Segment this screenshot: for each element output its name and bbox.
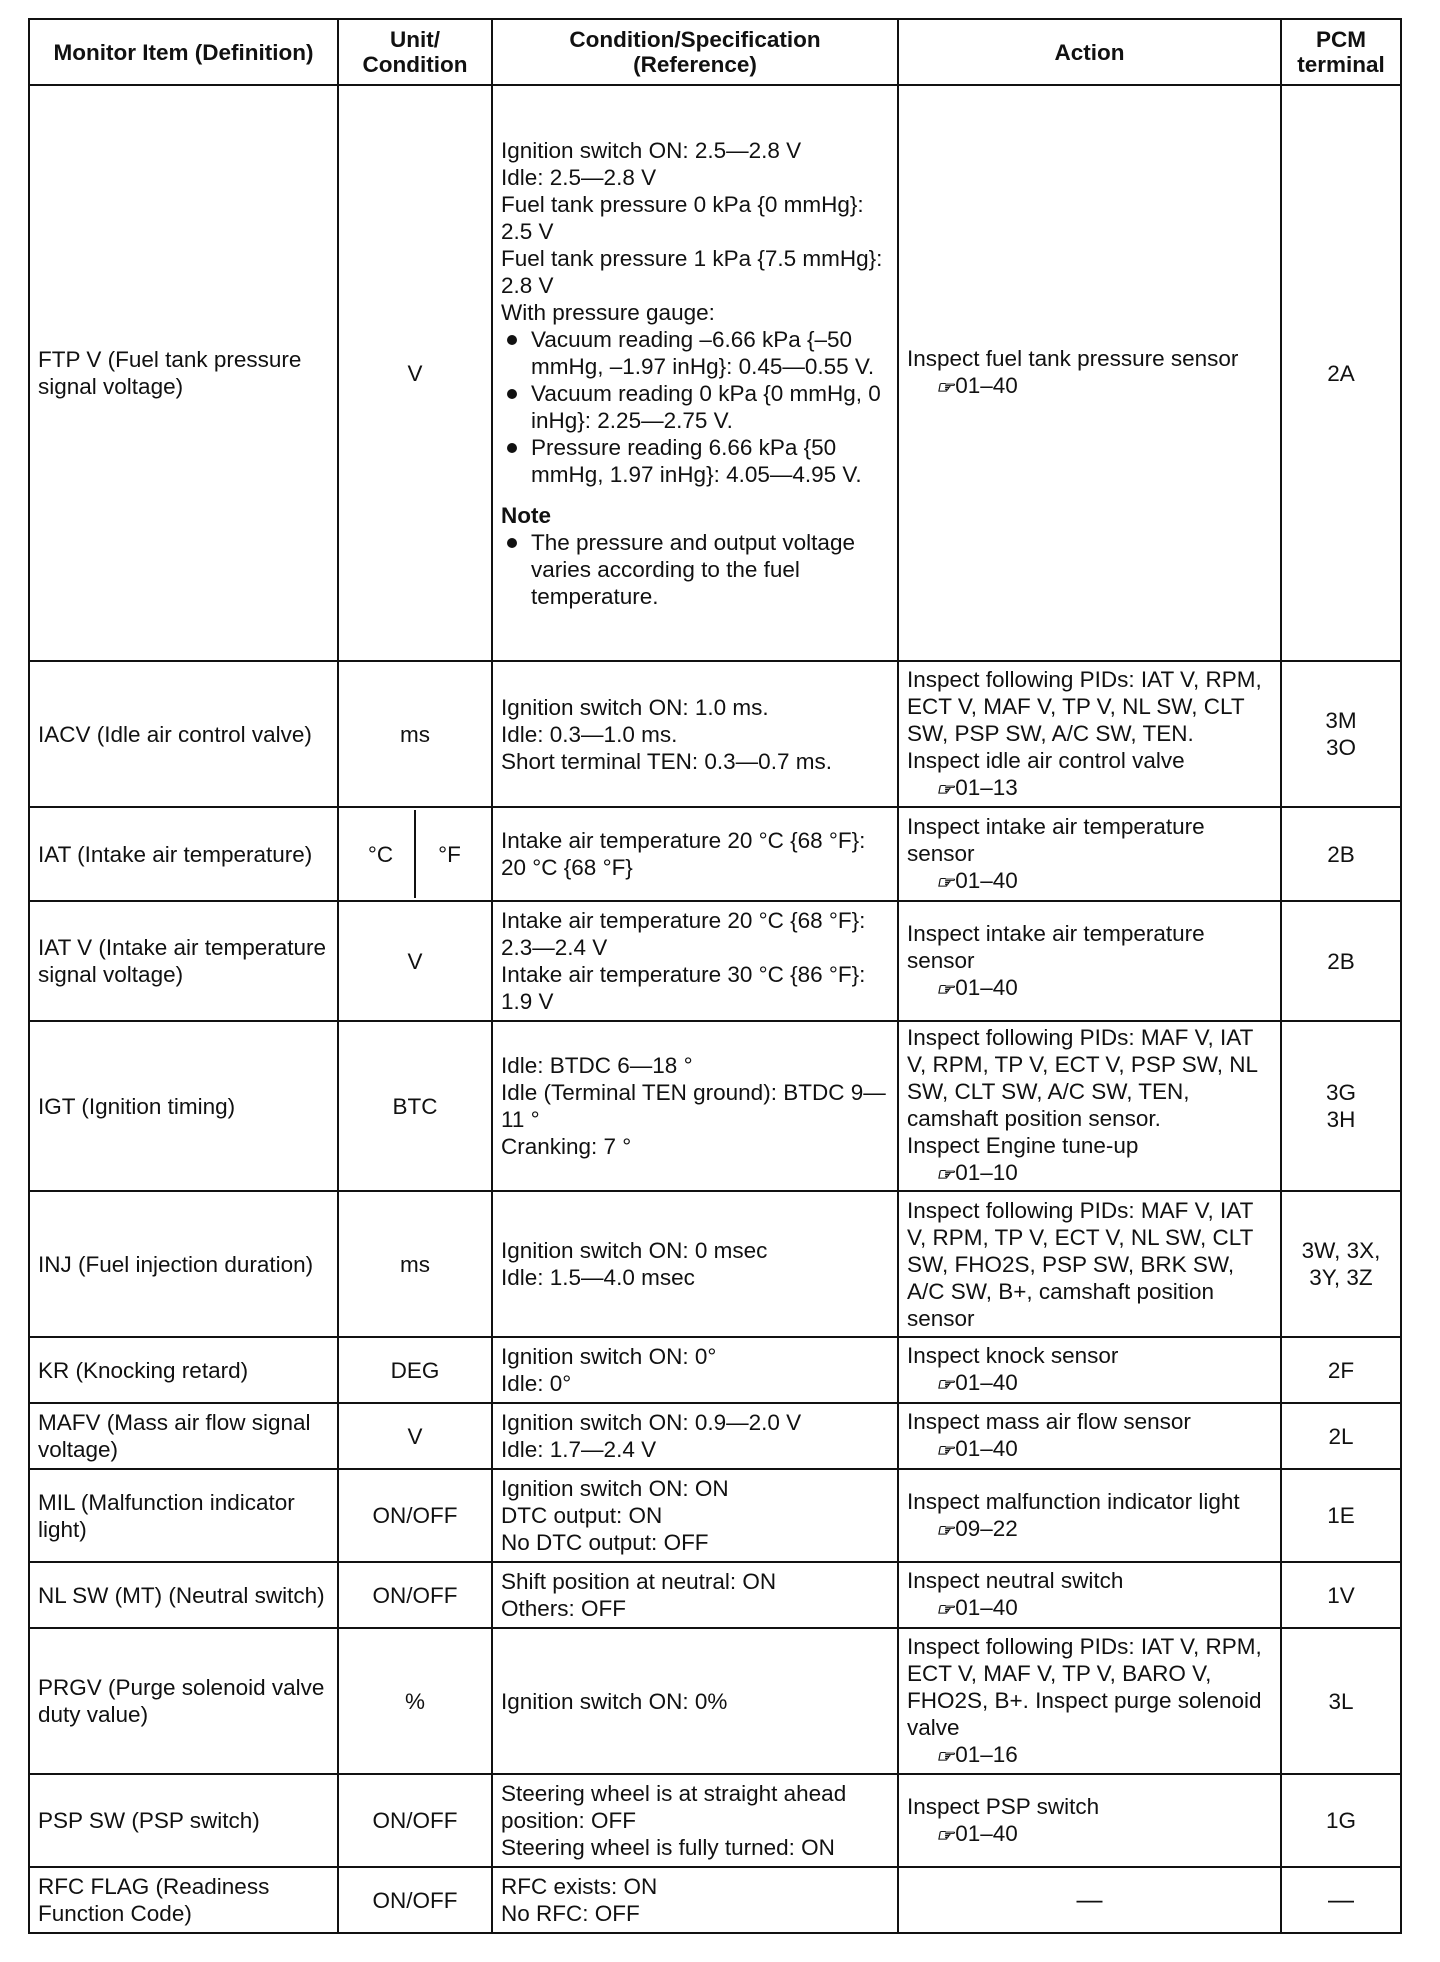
pcm-terminal-cell: — bbox=[1281, 1867, 1401, 1933]
condition-cell: RFC exists: ON No RFC: OFF bbox=[492, 1867, 898, 1933]
pointing-hand-icon: ☞ bbox=[935, 1165, 953, 1184]
note-heading: Note bbox=[501, 502, 551, 528]
pointing-hand-icon: ☞ bbox=[935, 378, 953, 397]
table-row-mil bbox=[29, 1469, 1401, 1562]
page-reference: ☞ 01–13 bbox=[907, 774, 1272, 803]
table-row-psp-sw bbox=[29, 1774, 1401, 1867]
pcm-terminal-cell: 1V bbox=[1281, 1562, 1401, 1628]
condition-cell: Ignition switch ON: 0 msec Idle: 1.5—4.0 msec bbox=[492, 1191, 898, 1337]
header-action: Action bbox=[898, 19, 1281, 85]
list-item: The pressure and output voltage varies according to the fuel temperature. bbox=[501, 529, 889, 610]
monitor-item-cell: PRGV (Purge solenoid valve duty value) bbox=[29, 1628, 338, 1774]
monitor-item-cell: IACV (Idle air control valve) bbox=[29, 661, 338, 807]
page-reference: ☞ 01–40 bbox=[907, 1594, 1272, 1623]
pcm-terminal-cell: 3G 3H bbox=[1281, 1021, 1401, 1191]
pointing-hand-icon: ☞ bbox=[935, 979, 953, 999]
pointing-hand-icon: ☞ bbox=[935, 1520, 953, 1540]
pcm-terminal-cell: 2B bbox=[1281, 807, 1401, 901]
monitor-item-cell: NL SW (MT) (Neutral switch) bbox=[29, 1562, 338, 1628]
action-cell: Inspect intake air temperature sensor ☞ 01–40 bbox=[898, 807, 1281, 901]
unit-cell: ms bbox=[338, 1191, 492, 1337]
monitor-item-cell: FTP V (Fuel tank pressure signal voltage) bbox=[29, 85, 338, 661]
monitor-item-cell: MIL (Malfunction indicator light) bbox=[29, 1469, 338, 1562]
monitor-item-cell: PSP SW (PSP switch) bbox=[29, 1774, 338, 1867]
action-cell: Inspect PSP switch ☞ 01–40 bbox=[898, 1774, 1281, 1867]
pcm-terminal-cell: 1E bbox=[1281, 1469, 1401, 1562]
unit-cell: ON/OFF bbox=[338, 1774, 492, 1867]
table-row-iacv bbox=[29, 661, 1401, 807]
page-reference: ☞ 09–22 bbox=[907, 1515, 1272, 1544]
monitor-item-cell: MAFV (Mass air flow signal voltage) bbox=[29, 1403, 338, 1469]
table-row-ftp-v bbox=[29, 85, 1401, 661]
list-item: Vacuum reading 0 kPa {0 mmHg, 0 inHg}: 2.25—2.75 V. bbox=[501, 380, 889, 434]
table-row-mafv bbox=[29, 1403, 1401, 1469]
page-reference: ☞ 01–40 bbox=[907, 1435, 1272, 1464]
unit-cell: DEG bbox=[338, 1337, 492, 1403]
monitor-item-table bbox=[28, 18, 1402, 1934]
condition-cell: Ignition switch ON: 0.9—2.0 V Idle: 1.7—2.4 V bbox=[492, 1403, 898, 1469]
list-item: Vacuum reading –6.66 kPa {–50 mmHg, –1.97 inHg}: 0.45—0.55 V. bbox=[501, 326, 889, 380]
action-cell: Inspect mass air flow sensor ☞ 01–40 bbox=[898, 1403, 1281, 1469]
monitor-item-cell: IAT V (Intake air temperature signal voltage) bbox=[29, 901, 338, 1021]
condition-cell: Ignition switch ON: 0° Idle: 0° bbox=[492, 1337, 898, 1403]
action-cell: Inspect neutral switch ☞ 01–40 bbox=[898, 1562, 1281, 1628]
monitor-item-cell: IGT (Ignition timing) bbox=[29, 1021, 338, 1191]
monitor-item-cell: INJ (Fuel injection duration) bbox=[29, 1191, 338, 1337]
table-row-rfc-flag bbox=[29, 1867, 1401, 1933]
header-monitor-item: Monitor Item (Definition) bbox=[29, 19, 338, 85]
pointing-hand-icon: ☞ bbox=[935, 1825, 953, 1845]
pointing-hand-icon: ☞ bbox=[935, 1600, 953, 1619]
condition-cell: Ignition switch ON: 1.0 ms. Idle: 0.3—1.0 ms. Short terminal TEN: 0.3—0.7 ms. bbox=[492, 661, 898, 807]
pcm-terminal-cell: 2A bbox=[1281, 85, 1401, 661]
monitor-item-cell: KR (Knocking retard) bbox=[29, 1337, 338, 1403]
list-item: Pressure reading 6.66 kPa {50 mmHg, 1.97 inHg}: 4.05—4.95 V. bbox=[501, 434, 889, 488]
table-row-igt bbox=[29, 1021, 1401, 1191]
pcm-terminal-cell: 2B bbox=[1281, 901, 1401, 1021]
condition-cell: Ignition switch ON: 2.5—2.8 V Idle: 2.5—2.8 V Fuel tank pressure 0 kPa {0 mmHg}: 2.5 V Fuel tank pressure 1 kPa {7.5 mmHg}: 2.8 V With pressure gauge: Vacuum reading –6.66 kPa {–50 mmHg, –1.97 inHg}: 0.45—0.55 V. Vacuum reading 0 kPa {0 mmHg, 0 inHg}: 2.25—2.75 V. Pressure reading 6.66 kPa {50 mmHg, 1.97 inHg}: 4.05—4.95 V. Note The pressure and output voltage varies according to the fuel temperature. bbox=[492, 85, 898, 661]
unit-cell: % bbox=[338, 1628, 492, 1774]
condition-cell: Intake air temperature 20 °C {68 °F}: 20 °C {68 °F} bbox=[492, 807, 898, 901]
pcm-terminal-cell: 3M 3O bbox=[1281, 661, 1401, 807]
pointing-hand-icon: ☞ bbox=[935, 1746, 953, 1766]
page-reference: ☞ 01–16 bbox=[907, 1741, 1272, 1770]
header-pcm-terminal: PCM terminal bbox=[1281, 19, 1401, 85]
pcm-terminal-cell: 1G bbox=[1281, 1774, 1401, 1867]
page-reference: ☞ 01–40 bbox=[907, 867, 1272, 896]
pressure-gauge-list bbox=[501, 326, 889, 488]
table-row-iat-v bbox=[29, 901, 1401, 1021]
table-header-row bbox=[29, 19, 1401, 85]
unit-cell: V bbox=[338, 1403, 492, 1469]
pcm-terminal-cell: 3L bbox=[1281, 1628, 1401, 1774]
action-cell: Inspect following PIDs: MAF V, IAT V, RPM, TP V, ECT V, PSP SW, NL SW, CLT SW, A/C SW, TEN, camshaft position sensor. Inspect Engine tune-up ☞ 01–10 bbox=[898, 1021, 1281, 1191]
action-cell: Inspect following PIDs: IAT V, RPM, ECT V, MAF V, TP V, NL SW, CLT SW, PSP SW, A/C SW, TEN. Inspect idle air control valve ☞ 01–13 bbox=[898, 661, 1281, 807]
note-list bbox=[501, 529, 889, 610]
monitor-item-cell: IAT (Intake air temperature) bbox=[29, 807, 338, 901]
unit-cell: ON/OFF bbox=[338, 1469, 492, 1562]
pcm-terminal-cell: 2L bbox=[1281, 1403, 1401, 1469]
unit-cell: V bbox=[338, 85, 492, 661]
action-cell: Inspect fuel tank pressure sensor ☞ 01–40 bbox=[898, 85, 1281, 661]
unit-cell: ON/OFF bbox=[338, 1562, 492, 1628]
action-cell: — bbox=[898, 1867, 1281, 1933]
header-unit-condition: Unit/ Condition bbox=[338, 19, 492, 85]
unit-cell: ON/OFF bbox=[338, 1867, 492, 1933]
pointing-hand-icon: ☞ bbox=[935, 1375, 953, 1394]
table-row-kr bbox=[29, 1337, 1401, 1403]
unit-fahrenheit: °F bbox=[414, 810, 483, 898]
table-row-inj bbox=[29, 1191, 1401, 1337]
header-condition-specification: Condition/Specification (Reference) bbox=[492, 19, 898, 85]
page-reference: ☞ 01–10 bbox=[907, 1159, 1272, 1188]
page-reference: ☞ 01–40 bbox=[907, 1820, 1272, 1849]
unit-cell: V bbox=[338, 901, 492, 1021]
unit-cell: BTC bbox=[338, 1021, 492, 1191]
action-cell: Inspect malfunction indicator light ☞ 09–22 bbox=[898, 1469, 1281, 1562]
page-reference: ☞ 01–40 bbox=[907, 372, 1272, 401]
condition-cell: Intake air temperature 20 °C {68 °F}: 2.3—2.4 V Intake air temperature 30 °C {86 °F}: 1.9 V bbox=[492, 901, 898, 1021]
action-cell: Inspect knock sensor ☞ 01–40 bbox=[898, 1337, 1281, 1403]
condition-cell: Ignition switch ON: ON DTC output: ON No DTC output: OFF bbox=[492, 1469, 898, 1562]
page-reference: ☞ 01–40 bbox=[907, 1369, 1272, 1398]
pcm-terminal-cell: 2F bbox=[1281, 1337, 1401, 1403]
action-cell: Inspect intake air temperature sensor ☞ 01–40 bbox=[898, 901, 1281, 1021]
condition-cell: Steering wheel is at straight ahead position: OFF Steering wheel is fully turned: ON bbox=[492, 1774, 898, 1867]
action-cell: Inspect following PIDs: MAF V, IAT V, RPM, TP V, ECT V, NL SW, CLT SW, FHO2S, PSP SW, BRK SW, A/C SW, B+, camshaft position sensor bbox=[898, 1191, 1281, 1337]
pointing-hand-icon: ☞ bbox=[935, 779, 953, 799]
unit-celsius: °C bbox=[367, 841, 394, 867]
pointing-hand-icon: ☞ bbox=[935, 872, 953, 892]
page-reference: ☞ 01–40 bbox=[907, 974, 1272, 1003]
pcm-terminal-cell: 3W, 3X, 3Y, 3Z bbox=[1281, 1191, 1401, 1337]
unit-cell bbox=[338, 807, 492, 901]
table-row-iat bbox=[29, 807, 1401, 901]
monitor-item-table-page bbox=[28, 18, 1400, 1934]
condition-cell: Shift position at neutral: ON Others: OFF bbox=[492, 1562, 898, 1628]
monitor-item-cell: RFC FLAG (Readiness Function Code) bbox=[29, 1867, 338, 1933]
condition-cell: Ignition switch ON: 0% bbox=[492, 1628, 898, 1774]
table-row-prgv bbox=[29, 1628, 1401, 1774]
pointing-hand-icon: ☞ bbox=[935, 1441, 953, 1460]
condition-cell: Idle: BTDC 6—18 ° Idle (Terminal TEN ground): BTDC 9—11 ° Cranking: 7 ° bbox=[492, 1021, 898, 1191]
unit-cell: ms bbox=[338, 661, 492, 807]
table-row-nl-sw bbox=[29, 1562, 1401, 1628]
action-cell: Inspect following PIDs: IAT V, RPM, ECT V, MAF V, TP V, BARO V, FHO2S, B+. Inspect purge solenoid valve ☞ 01–16 bbox=[898, 1628, 1281, 1774]
